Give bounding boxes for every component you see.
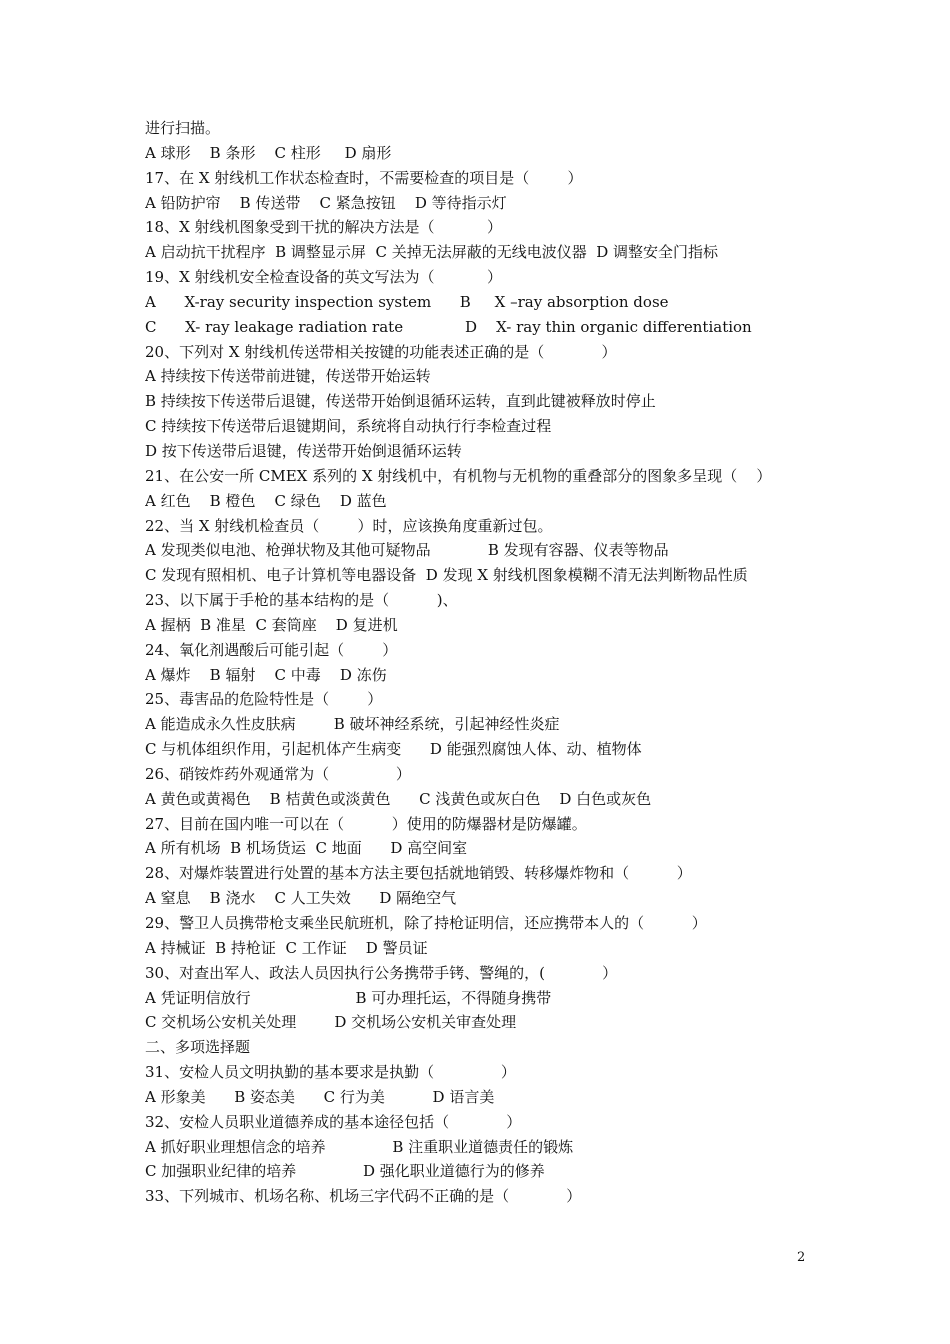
page-number: 2 [797,1250,806,1265]
text-line: 26、硝铵炸药外观通常为（ ） [145,764,411,783]
text-line: 20、下列对 X 射线机传送带相关按键的功能表述正确的是（ ） [145,342,617,361]
text-line: C 持续按下传送带后退键期间，系统将自动执行行李检查过程 [145,417,552,436]
text-line: A 发现类似电池、枪弹状物及其他可疑物品 B 发现有容器、仪表等物品 [145,541,669,560]
text-line: A 球形 B 条形 C 柱形 D 扇形 [145,143,392,162]
text-line: A 红色 B 橙色 C 绿色 D 蓝色 [145,491,387,510]
text-line: A 黄色或黄褐色 B 桔黄色或淡黄色 C 浅黄色或灰白色 D 白色或灰色 [145,789,652,808]
text-line: 二、多项选择题 [145,1038,251,1057]
text-line: 25、毒害品的危险特性是（ ） [145,690,383,709]
text-line: C 与机体组织作用，引起机体产生病变 D 能强烈腐蚀人体、动、植物体 [145,740,642,759]
text-line: A 铅防护帘 B 传送带 C 紧急按钮 D 等待指示灯 [145,193,507,212]
text-line: 17、在 X 射线机工作状态检查时，不需要检查的项目是（ ） [145,168,583,187]
text-line: A 持续按下传送带前进键，传送带开始运转 [145,367,431,386]
text-line: C 交机场公安机关处理 D 交机场公安机关审查处理 [145,1013,517,1032]
text-line: A 凭证明信放行 B 可办理托运，不得随身携带 [145,988,552,1007]
text-line: 27、目前在国内唯一可以在（ ）使用的防爆器材是防爆罐。 [145,814,587,833]
text-line: 31、安检人员文明执勤的基本要求是执勤（ ） [145,1063,516,1082]
question-list [145,116,825,1209]
text-line: A 启动抗干扰程序 B 调整显示屏 C 关掉无法屏蔽的无线电波仪器 D 调整安全门指标 [145,243,719,262]
text-line: A 持械证 B 持枪证 C 工作证 D 警员证 [145,938,428,957]
text-line: 19、X 射线机安全检查设备的英文写法为（ ） [145,268,502,287]
text-line: 24、氧化剂遇酸后可能引起（ ） [145,640,398,659]
text-line: 23、以下属于手枪的基本结构的是（ )、 [145,591,458,610]
text-line: A 抓好职业理想信念的培养 B 注重职业道德责任的锻炼 [145,1137,574,1156]
text-line: 29、警卫人员携带枪支乘坐民航班机，除了持枪证明信，还应携带本人的（ ） [145,914,707,932]
text-line: 21、在公安一所 CMEX 系列的 X 射线机中，有机物与无机物的重叠部分的图象多呈现（ ） [145,466,772,485]
text-line: 28、对爆炸装置进行处置的基本方法主要包括就地销毁、转移爆炸物和（ ） [145,864,692,883]
text-line: 进行扫描。 [145,119,221,137]
text-line: 32、安检人员职业道德养成的基本途径包括（ ） [145,1112,522,1131]
text-line: A 爆炸 B 辐射 C 中毒 D 冻伤 [145,665,387,684]
text-line: A 能造成永久性皮肤病 B 破坏神经系统，引起神经性炎症 [145,715,560,734]
text-line: B 持续按下传送带后退键，传送带开始倒退循环运转，直到此键被释放时停止 [145,392,656,411]
text-line: A 窒息 B 浇水 C 人工失效 D 隔绝空气 [145,889,457,908]
text-line: A 所有机场 B 机场货运 C 地面 D 高空间室 [145,839,468,858]
text-line: C 加强职业纪律的培养 D 强化职业道德行为的修养 [145,1162,545,1181]
text-line: 30、对查出军人、政法人员因执行公务携带手铐、警绳的，( ） [145,963,618,982]
text-line: C 发现有照相机、电子计算机等电器设备 D 发现 X 射线机图象模糊不清无法判断物品性质 [145,566,748,585]
text-line: D 按下传送带后退键，传送带开始倒退循环运转 [145,441,462,460]
text-line: A 握柄 B 准星 C 套筒座 D 复进机 [145,615,398,634]
text-line: 33、下列城市、机场名称、机场三字代码不正确的是（ ） [145,1187,582,1206]
text-line: 22、当 X 射线机检查员（ ）时，应该换角度重新过包。 [145,516,553,535]
text-line: A 形象美 B 姿态美 C 行为美 D 语言美 [145,1087,495,1106]
text-line: C X- ray leakage radiation rate D X- ray thin organic differentiation [145,317,752,336]
text-line: A X-ray security inspection system B X –ray absorption dose [145,292,669,311]
text-line: 18、X 射线机图象受到干扰的解决方法是（ ） [145,218,502,237]
